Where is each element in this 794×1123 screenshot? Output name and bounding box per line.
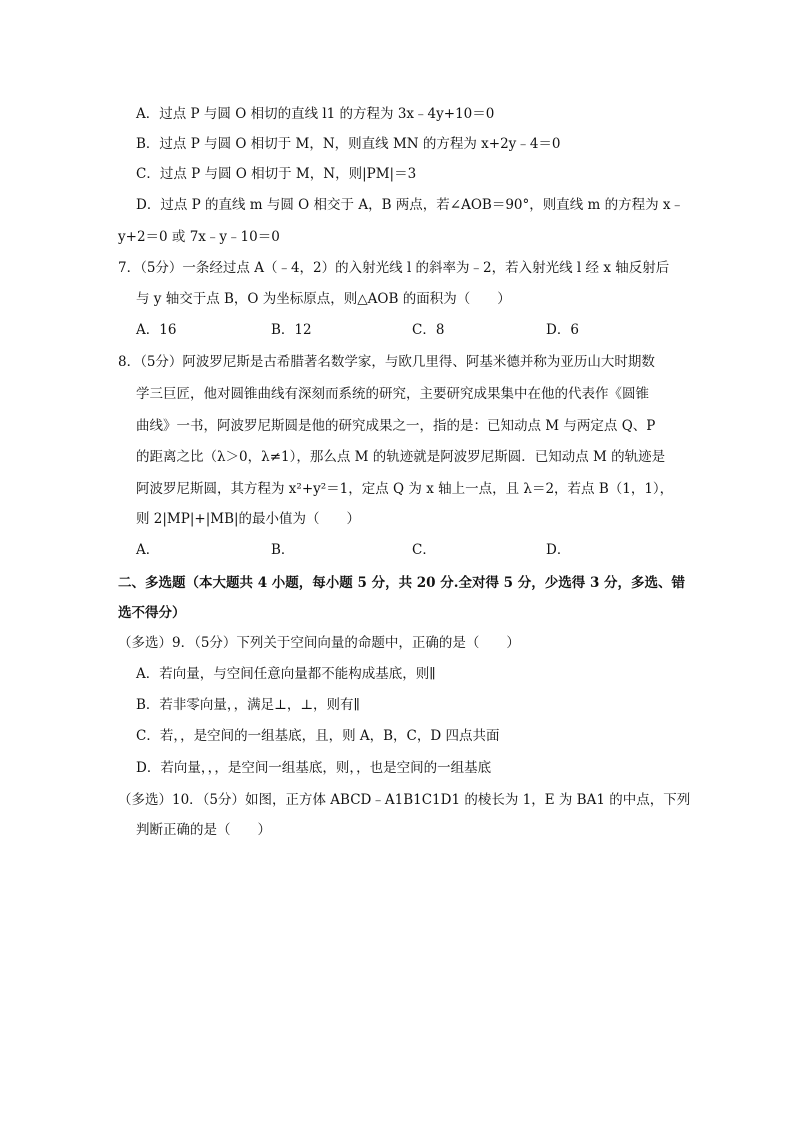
q8-stem-line1: 8．（5分）阿波罗尼斯是古希腊著名数学家，与欧几里得、阿基米德并称为亚历山大时期数 (118, 354, 655, 370)
q8-stem-line6: 则 2|MP|+|MB|的最小值为（ ） (136, 511, 361, 527)
q8-stem-line4: 的距离之比（λ＞0，λ≠1），那么点 M 的轨迹就是阿波罗尼斯圆．已知动点 M 的轨迹是 (136, 449, 666, 465)
q8-option-b: B． (271, 542, 295, 558)
q6-option-d-line2: y+2＝0 或 7x﹣y﹣10＝0 (118, 229, 280, 245)
q8-stem-line3: 曲线》一书，阿波罗尼斯圆是他的研究成果之一，指的是：已知动点 M 与两定点 Q、P (136, 418, 656, 434)
q9-option-c: C．若，，是空间的一组基底，且，则 A，B，C，D 四点共面 (136, 728, 500, 744)
q7-option-d: D．6 (546, 322, 579, 338)
q7-option-c: C．8 (412, 322, 445, 338)
q9-option-a: A．若向量，与空间任意向量都不能构成基底，则∥ (136, 666, 436, 682)
q8-option-c: C． (412, 542, 436, 558)
q7-stem-line1: 7．（5分）一条经过点 A（﹣4，2）的入射光线 l 的斜率为﹣2，若入射光线 l 经 x 轴反射后 (118, 260, 670, 276)
q6-option-d-line1: D．过点 P 的直线 m 与圆 O 相交于 A，B 两点，若∠AOB＝90°，则直线 m 的方程为 x﹣ (136, 197, 685, 213)
q7-option-a: A．16 (136, 322, 177, 338)
q9-option-d: D．若向量，，，是空间一组基底，则，，也是空间的一组基底 (136, 760, 492, 776)
q6-option-a: A．过点 P 与圆 O 相切的直线 l1 的方程为 3x﹣4y+10＝0 (136, 106, 495, 122)
section-heading-line2: 选不得分） (118, 605, 186, 621)
q8-stem-line5: 阿波罗尼斯圆，其方程为 x²+y²＝1，定点 Q 为 x 轴上一点，且 λ＝2，若点 B（1，1）， (136, 481, 674, 497)
section-heading-line1: 二、多选题（本大题共 4 小题，每小题 5 分，共 20 分.全对得 5 分，少选得 3 分，多选、错 (118, 575, 686, 591)
q8-option-a: A． (136, 542, 160, 558)
q7-option-b: B．12 (271, 322, 312, 338)
q8-stem-line2: 学三巨匠，他对圆锥曲线有深刻而系统的研究，主要研究成果集中在他的代表作《圆锥 (136, 386, 649, 402)
q7-stem-line2: 与 y 轴交于点 B，O 为坐标原点，则△AOB 的面积为（ ） (136, 291, 511, 307)
q8-option-d: D． (546, 542, 571, 558)
q10-stem-line1: （多选）10．（5分）如图，正方体 ABCD﹣A1B1C1D1 的棱长为 1，E 为 BA1 的中点，下列 (118, 792, 691, 808)
q9-option-b: B．若非零向量，，满足⊥，⊥，则有∥ (136, 697, 360, 713)
q6-option-c: C．过点 P 与圆 O 相切于 M，N，则|PM|＝3 (136, 166, 417, 182)
q10-stem-line2: 判断正确的是（ ） (136, 822, 271, 838)
q9-stem: （多选）9．（5分）下列关于空间向量的命题中，正确的是（ ） (118, 635, 520, 651)
q6-option-b: B．过点 P 与圆 O 相切于 M，N，则直线 MN 的方程为 x+2y﹣4＝0 (136, 136, 561, 152)
